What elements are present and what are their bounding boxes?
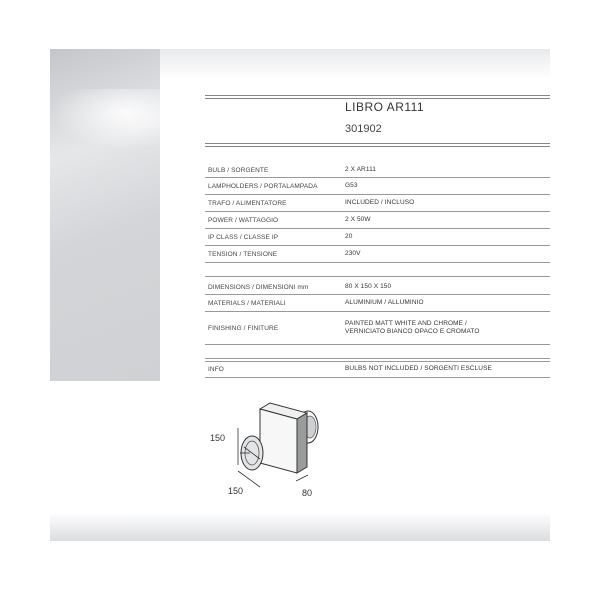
spec-row-lampholders [205,178,550,195]
spec-row-spacer [205,263,550,277]
spec-row-spacer-2 [205,345,550,359]
spec-row-materials [205,295,550,312]
spec-label: IP CLASS / CLASSE IP [208,234,279,241]
spec-value: 2 X 50W [345,216,371,223]
product-name: LIBRO AR111 [345,100,425,114]
spec-value: 2 X AR111 [345,166,377,173]
depth-dimension-line [296,475,308,481]
spec-label: LAMPHOLDERS / PORTALAMPADA [208,183,318,190]
spec-value: BULBS NOT INCLUDED / SORGENTI ESCLUSE [345,365,492,372]
body-side-face [297,413,307,473]
spec-label: DIMENSIONS / DIMENSIONI mm [208,284,309,291]
spec-row-trafo [205,195,550,212]
spec-row-info [205,361,550,378]
side-photo-panel [50,49,160,381]
spec-row-finishing [205,312,550,345]
spec-value: 230V [345,250,361,257]
header-rule-top [205,95,550,99]
spec-label: MATERIALS / MATERIALI [208,300,286,307]
spec-value: 20 [345,233,353,240]
spec-row-dimensions [205,277,550,295]
top-band [160,49,550,79]
spec-value: ALUMINIUM / ALLUMINIO [345,299,424,306]
spec-value: G53 [345,182,358,189]
spec-value: PAINTED MATT WHITE AND CHROME / VERNICIATO BIANCO OPACO E CROMATO [345,320,480,335]
width-dimension-line [238,471,260,487]
spec-label: TENSION / TENSIONE [208,251,278,258]
body-front-face [260,409,297,473]
spec-label: TRAFO / ALIMENTATORE [208,200,287,207]
width-dimension-label: 150 [228,486,244,496]
bottom-band [50,512,550,541]
spec-row-power [205,212,550,229]
product-code: 301902 [345,123,382,135]
spec-value: INCLUDED / INCLUSO [345,199,415,206]
spec-row-ip [205,229,550,246]
spec-label: INFO [208,366,224,373]
spec-row-bulb [205,162,550,178]
depth-dimension-label: 80 [302,488,313,498]
spec-value: 80 X 150 X 150 [345,283,392,290]
spec-label: BULB / SORGENTE [208,167,269,174]
spec-label: POWER / WATTAGGIO [208,217,279,224]
spec-row-tension [205,246,550,263]
height-dimension-label: 150 [210,433,226,443]
header-rule-bottom [205,143,550,147]
spec-label: FINISHING / FINITURE [208,325,279,332]
